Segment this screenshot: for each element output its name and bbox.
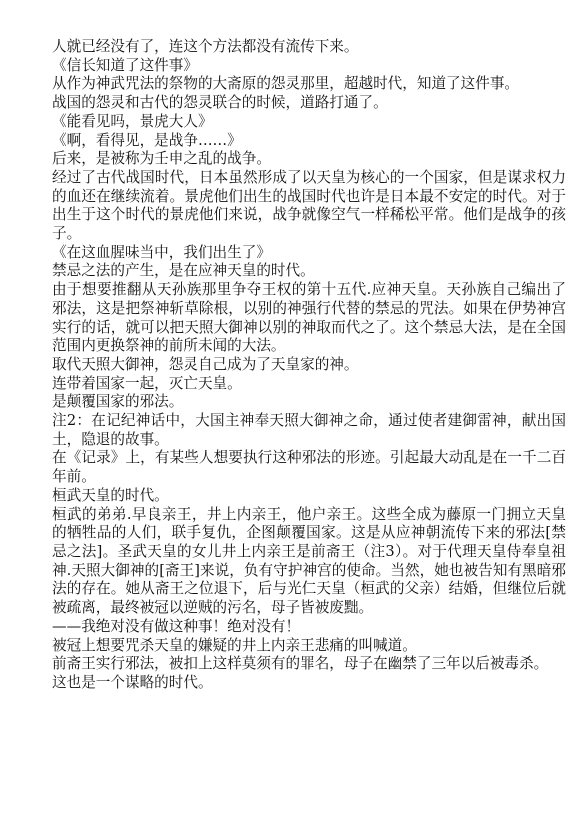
- paragraph: 被冠上想要咒杀天皇的嫌疑的井上内亲王悲痛的叫喊道。: [52, 636, 417, 654]
- paragraph: 前斋王实行邪法，被扣上这样莫须有的罪名，母子在幽禁了三年以后被毒杀。: [52, 655, 549, 673]
- paragraph: 后来，是被称为壬申之乱的战争。: [52, 150, 271, 168]
- paragraph: 由于想要推翻从天孙族那里争夺王权的第十五代.应神天皇。天孙族自己编出了邪法，这是把祭神斩草除根，以别的神强行代替的禁忌的咒法。如果在伊势神宫实行的话，就可以把天照大御神以别的神取而代之了。这个禁忌大法，是在全国范围内更换祭神的前所未闻的大法。: [52, 281, 566, 355]
- paragraph: 取代天照大御神，怨灵自己成为了天皇家的神。: [52, 355, 359, 373]
- paragraph: 桓武的弟弟.早良亲王，井上内亲王，他户亲王。这些全成为藤原一门拥立天皇的牺牲品的人们，联手复仇，企图颠覆国家。这是从应神朝流传下来的邪法[禁忌之法]。圣武天皇的女儿井上内亲王是前斋王（注3）。对于代理天皇侍奉皇祖神.天照大御神的[斋王]来说，负有守护神宫的使命。当然，她也被告知有黑暗邪法的存在。她从斋王之位退下，后与光仁天皇（桓武的父亲）结婚，但继位后就被疏离，最终被冠以逆贼的污名，母子皆被废黜。: [52, 505, 566, 617]
- paragraph: 从作为神武咒法的祭物的大斋原的怨灵那里，超越时代，知道了这件事。: [52, 75, 520, 93]
- paragraph: 连带着国家一起，灭亡天皇。: [52, 374, 242, 392]
- paragraph: 是颠覆国家的邪法。: [52, 393, 184, 411]
- paragraph: 禁忌之法的产生，是在应神天皇的时代。: [52, 262, 315, 280]
- paragraph: 《啊，看得见，是战争……》: [52, 131, 242, 149]
- paragraph: ——我绝对没有做这种事！绝对没有！: [52, 617, 301, 635]
- document-body: [52, 38, 566, 693]
- paragraph: 《在这血腥味当中，我们出生了》: [52, 243, 271, 261]
- paragraph: 《能看见吗，景虎大人》: [52, 112, 213, 130]
- paragraph: 人就已经没有了，连这个方法都没有流传下来。: [52, 38, 359, 55]
- paragraph: 这也是一个谋略的时代。: [52, 673, 213, 691]
- paragraph: 战国的怨灵和古代的怨灵联合的时候，道路打通了。: [52, 94, 388, 112]
- paragraph: 《信长知道了这件事》: [52, 56, 198, 74]
- paragraph: 经过了古代战国时代，日本虽然形成了以天皇为核心的一个国家，但是谋求权力的血还在继续流着。景虎他们出生的战国时代也许是日本最不安定的时代。对于出生于这个时代的景虎他们来说，战争就像空气一样稀松平常。他们是战争的孩子。: [52, 168, 566, 243]
- paragraph: 桓武天皇的时代。: [52, 486, 169, 504]
- paragraph: 在《记录》上，有某些人想要执行这种邪法的形迹。引起最大动乱是在一千二百年前。: [52, 449, 566, 486]
- footnote-paragraph: 注2：在记纪神话中，大国主神奉天照大御神之命，通过使者建御雷神，献出国土，隐退的故事。: [52, 412, 566, 448]
